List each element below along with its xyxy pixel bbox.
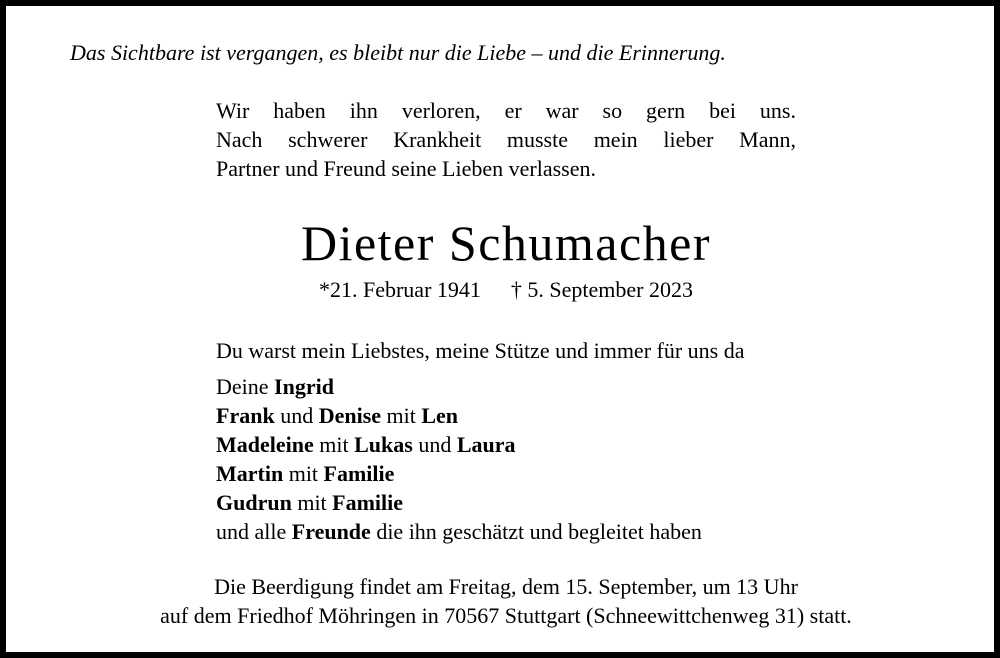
family-connector: und alle (216, 519, 287, 544)
family-member: Lukas (354, 432, 413, 457)
funeral-info (6, 572, 1000, 630)
funeral-line: auf dem Friedhof Möhringen in 70567 Stuttgart (Schneewittchenweg 31) statt. (160, 603, 852, 628)
family-member: Gudrun (216, 490, 292, 515)
deceased-name: Dieter Schumacher (300, 215, 712, 271)
family-connector: und (280, 403, 314, 428)
family-line (216, 401, 702, 430)
family-member: Len (421, 403, 459, 428)
family-member: Martin (216, 461, 284, 486)
intro-paragraph (216, 96, 796, 183)
family-connector: mit (386, 403, 416, 428)
family-list (216, 372, 702, 546)
family-connector: mit (288, 461, 319, 486)
family-connector: mit (297, 490, 327, 515)
family-member: Freunde (291, 519, 371, 544)
intro-line: Partner und Freund seine Lieben verlassen. (216, 156, 596, 181)
birth-date: *21. Februar 1941 (318, 277, 481, 302)
family-member: Frank (216, 403, 275, 428)
death-date: † 5. September 2023 (510, 277, 693, 302)
family-member: Denise (318, 403, 382, 428)
intro-line: Wir haben ihn verloren, er war so gern bei uns. (216, 98, 796, 123)
family-connector: die ihn geschätzt und begleitet haben (376, 519, 702, 544)
family-connector: Deine (216, 374, 269, 399)
motto-quote: Das Sichtbare ist vergangen, es bleibt nur die Liebe – und die Erinnerung. (70, 40, 726, 65)
family-line (216, 517, 702, 546)
family-member: Ingrid (274, 374, 334, 399)
family-member: Familie (332, 490, 404, 515)
family-connector: und (418, 432, 452, 457)
family-member: Familie (323, 461, 395, 486)
funeral-line: Die Beerdigung findet am Freitag, dem 15. September, um 13 Uhr (214, 574, 798, 599)
intro-line: Nach schwerer Krankheit musste mein lieber Mann, (216, 127, 796, 152)
family-line (216, 430, 702, 459)
tribute-line: Du warst mein Liebstes, meine Stütze und immer für uns da (216, 338, 745, 363)
family-line (216, 488, 702, 517)
family-line (216, 459, 702, 488)
family-line (216, 372, 702, 401)
life-dates (6, 277, 1000, 303)
family-member: Laura (456, 432, 516, 457)
family-member: Madeleine (216, 432, 314, 457)
family-connector: mit (319, 432, 349, 457)
